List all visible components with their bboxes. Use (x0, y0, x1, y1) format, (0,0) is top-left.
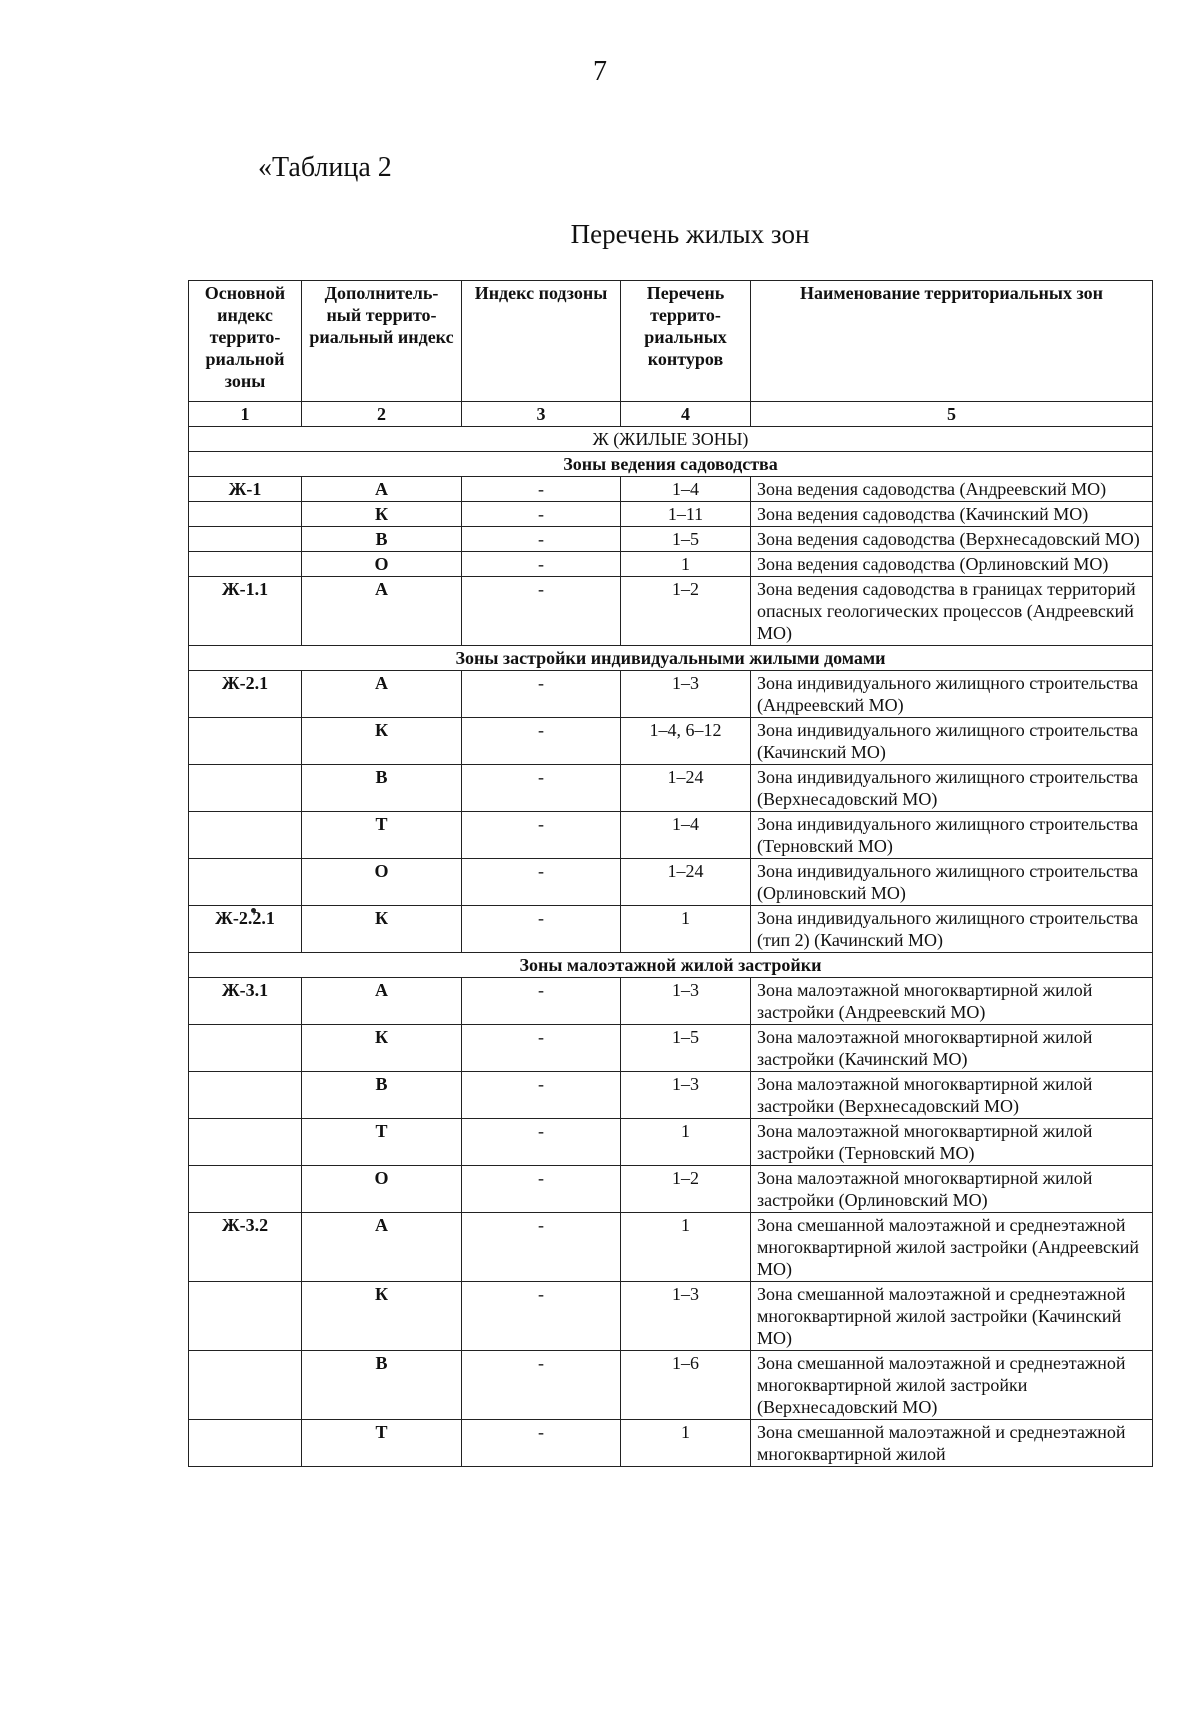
zone-name: Зона индивидуального жилищного строительства (Терновский МО) (751, 812, 1153, 859)
contours-list: 1 (621, 906, 751, 953)
additional-index: В (302, 1351, 462, 1420)
table-row (189, 552, 1153, 577)
main-zone-index-continued (189, 1166, 302, 1213)
zones-table-body (189, 281, 1153, 1467)
contours-list: 1–24 (621, 765, 751, 812)
zone-name: Зона ведения садоводства (Андреевский МО) (751, 477, 1153, 502)
contours-list: 1–2 (621, 577, 751, 646)
additional-index: А (302, 978, 462, 1025)
column-number: 4 (621, 402, 751, 427)
table-row (189, 527, 1153, 552)
subzone-index: - (462, 1213, 621, 1282)
additional-index: К (302, 1282, 462, 1351)
additional-index: А (302, 477, 462, 502)
subzone-index: - (462, 812, 621, 859)
table-row (189, 477, 1153, 502)
subzone-index: - (462, 1420, 621, 1467)
additional-index: О (302, 1166, 462, 1213)
document-title: Перечень жилых зон (570, 219, 810, 249)
main-zone-index-continued (189, 552, 302, 577)
main-zone-index-continued (189, 765, 302, 812)
table-row (189, 718, 1153, 765)
main-zone-index: Ж-3.2 (189, 1213, 302, 1282)
group-title: Зоны малоэтажной жилой застройки (189, 953, 1153, 978)
table-row (189, 1166, 1153, 1213)
table-row (189, 502, 1153, 527)
main-zone-index: Ж-1.1 (189, 577, 302, 646)
additional-index: В (302, 1072, 462, 1119)
contours-list: 1 (621, 1213, 751, 1282)
column-numbers-row (189, 402, 1153, 427)
main-zone-index-continued (189, 812, 302, 859)
additional-index: К (302, 502, 462, 527)
group-row (189, 452, 1153, 477)
zone-name: Зона ведения садоводства (Верхнесадовский МО) (751, 527, 1153, 552)
contours-list: 1–4, 6–12 (621, 718, 751, 765)
additional-index: К (302, 1025, 462, 1072)
contours-list: 1–6 (621, 1351, 751, 1420)
table-row (189, 859, 1153, 906)
contours-list: 1 (621, 1420, 751, 1467)
additional-index: В (302, 765, 462, 812)
zone-name: Зона малоэтажной многоквартирной жилой застройки (Андреевский МО) (751, 978, 1153, 1025)
table-row (189, 906, 1153, 953)
group-title: Зоны ведения садоводства (189, 452, 1153, 477)
main-zone-index: Ж-2.2.1 (189, 906, 302, 953)
main-zone-index-continued (189, 1072, 302, 1119)
main-zone-index: Ж-3.1 (189, 978, 302, 1025)
subzone-index: - (462, 765, 621, 812)
header-zone-names: Наименование территориальных зон (751, 281, 1153, 402)
subzone-index: - (462, 978, 621, 1025)
subzone-index: - (462, 1072, 621, 1119)
contours-list: 1–24 (621, 859, 751, 906)
group-row (189, 646, 1153, 671)
contours-list: 1–5 (621, 527, 751, 552)
subzone-index: - (462, 502, 621, 527)
table-row (189, 1282, 1153, 1351)
subzone-index: - (462, 527, 621, 552)
contours-list: 1–2 (621, 1166, 751, 1213)
zone-name: Зона малоэтажной многоквартирной жилой застройки (Качинский МО) (751, 1025, 1153, 1072)
contours-list: 1–5 (621, 1025, 751, 1072)
table-row (189, 1351, 1153, 1420)
zone-name: Зона индивидуального жилищного строительства (Андреевский МО) (751, 671, 1153, 718)
main-zone-index-continued (189, 1282, 302, 1351)
contours-list: 1–4 (621, 812, 751, 859)
contours-list: 1–3 (621, 671, 751, 718)
zone-name: Зона смешанной малоэтажной и среднеэтажной многоквартирной жилой застройки (Качинский МО) (751, 1282, 1153, 1351)
subzone-index: - (462, 1282, 621, 1351)
zone-name: Зона индивидуального жилищного строительства (Орлиновский МО) (751, 859, 1153, 906)
zone-name: Зона смешанной малоэтажной и среднеэтажной многоквартирной жилой (751, 1420, 1153, 1467)
main-zone-index-continued (189, 502, 302, 527)
contours-list: 1–3 (621, 978, 751, 1025)
main-zone-index-continued (189, 527, 302, 552)
subzone-index: - (462, 1025, 621, 1072)
additional-index: А (302, 1213, 462, 1282)
column-number: 2 (302, 402, 462, 427)
zone-name: Зона индивидуального жилищного строительства (Качинский МО) (751, 718, 1153, 765)
group-title: Зоны застройки индивидуальными жилыми домами (189, 646, 1153, 671)
main-zone-index: Ж-2.1 (189, 671, 302, 718)
contours-list: 1 (621, 552, 751, 577)
zone-name: Зона ведения садоводства (Качинский МО) (751, 502, 1153, 527)
contours-list: 1–4 (621, 477, 751, 502)
subzone-index: - (462, 1351, 621, 1420)
additional-index: А (302, 671, 462, 718)
header-subzone-index: Индекс подзоны (462, 281, 621, 402)
column-number: 3 (462, 402, 621, 427)
subzone-index: - (462, 859, 621, 906)
subzone-index: - (462, 577, 621, 646)
additional-index: Т (302, 1119, 462, 1166)
additional-index: К (302, 718, 462, 765)
zone-name: Зона ведения садоводства (Орлиновский МО) (751, 552, 1153, 577)
zones-table (188, 280, 1153, 1467)
additional-index: К (302, 906, 462, 953)
subzone-index: - (462, 1119, 621, 1166)
zone-name: Зона смешанной малоэтажной и среднеэтажной многоквартирной жилой застройки (Андреевский МО) (751, 1213, 1153, 1282)
table-row (189, 765, 1153, 812)
additional-index: В (302, 527, 462, 552)
contours-list: 1–11 (621, 502, 751, 527)
additional-index: О (302, 859, 462, 906)
table-row (189, 978, 1153, 1025)
main-zone-index-continued (189, 859, 302, 906)
column-number: 1 (189, 402, 302, 427)
header-contours: Перечень террито-риальных контуров (621, 281, 751, 402)
main-zone-index: Ж-1 (189, 477, 302, 502)
group-row (189, 953, 1153, 978)
additional-index: А (302, 577, 462, 646)
header-main-index: Основной индекс террито-риальной зоны (189, 281, 302, 402)
subzone-index: - (462, 477, 621, 502)
main-zone-index-continued (189, 1351, 302, 1420)
table-row (189, 1025, 1153, 1072)
zone-name: Зона малоэтажной многоквартирной жилой застройки (Орлиновский МО) (751, 1166, 1153, 1213)
main-zone-index-continued (189, 1420, 302, 1467)
section-title: Ж (ЖИЛЫЕ ЗОНЫ) (189, 427, 1153, 452)
additional-index: Т (302, 812, 462, 859)
table-row (189, 1420, 1153, 1467)
contours-list: 1 (621, 1119, 751, 1166)
zone-name: Зона индивидуального жилищного строительства (Верхнесадовский МО) (751, 765, 1153, 812)
zone-name: Зона малоэтажной многоквартирной жилой застройки (Верхнесадовский МО) (751, 1072, 1153, 1119)
zone-name: Зона смешанной малоэтажной и среднеэтажной многоквартирной жилой застройки (Верхнесадовский МО) (751, 1351, 1153, 1420)
table-row (189, 812, 1153, 859)
subzone-index: - (462, 906, 621, 953)
subzone-index: - (462, 552, 621, 577)
zone-name: Зона малоэтажной многоквартирной жилой застройки (Терновский МО) (751, 1119, 1153, 1166)
additional-index: Т (302, 1420, 462, 1467)
zone-name: Зона ведения садоводства в границах территорий опасных геологических процессов (Андреевский МО) (751, 577, 1153, 646)
table-row (189, 1072, 1153, 1119)
main-zone-index-continued (189, 1025, 302, 1072)
contours-list: 1–3 (621, 1282, 751, 1351)
main-zone-index-continued (189, 718, 302, 765)
header-row (189, 281, 1153, 402)
page-number: 7 (593, 56, 607, 87)
subzone-index: - (462, 671, 621, 718)
zone-name: Зона индивидуального жилищного строительства (тип 2) (Качинский МО) (751, 906, 1153, 953)
table-row (189, 1119, 1153, 1166)
header-additional-index: Дополнитель-ный террито-риальный индекс (302, 281, 462, 402)
subzone-index: - (462, 718, 621, 765)
table-label: «Таблица 2 (258, 152, 392, 183)
section-title-row (189, 427, 1153, 452)
column-number: 5 (751, 402, 1153, 427)
table-row (189, 577, 1153, 646)
table-row (189, 1213, 1153, 1282)
table-row (189, 671, 1153, 718)
main-zone-index-continued (189, 1119, 302, 1166)
additional-index: О (302, 552, 462, 577)
subzone-index: - (462, 1166, 621, 1213)
contours-list: 1–3 (621, 1072, 751, 1119)
